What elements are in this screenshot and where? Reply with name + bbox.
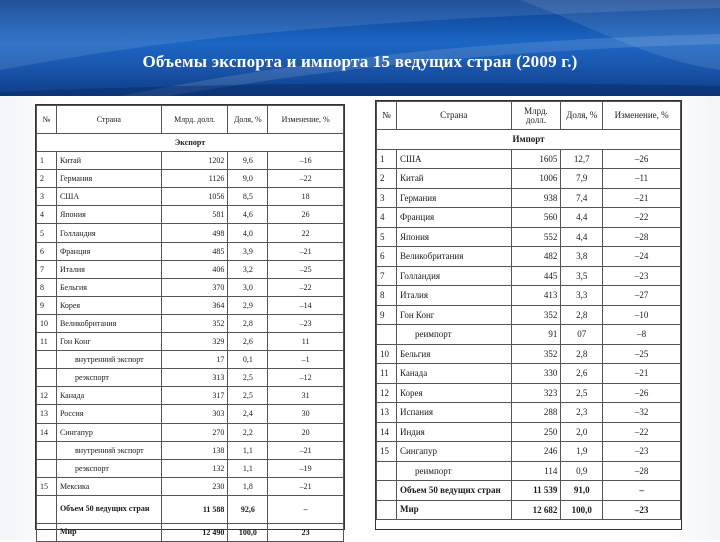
share-cell: 2,4 [228,405,268,423]
column-header: Млрд. долл. [161,106,228,134]
table-row [37,260,344,278]
table-row [377,500,681,520]
share-cell: 2,6 [561,364,603,384]
value-cell: 12 490 [161,523,228,541]
table-row [37,477,344,495]
row-number: 7 [37,260,57,278]
country-name: Корея [396,383,511,403]
country-name: Франция [396,208,511,228]
header-row [37,106,344,134]
value-cell: 1202 [161,152,228,170]
column-header: № [377,102,397,130]
change-cell: – [268,495,344,523]
country-name: Корея [56,296,161,314]
country-name: Мексика [56,477,161,495]
share-cell: 07 [561,325,603,345]
change-cell: –27 [603,286,681,306]
change-cell: –22 [268,170,344,188]
change-cell: – [603,481,681,501]
change-cell: –23 [603,500,681,520]
share-cell: 91,0 [561,481,603,501]
column-header: № [37,106,57,134]
row-number: 2 [377,169,397,189]
share-cell: 4,4 [561,227,603,247]
column-header: Изменение, % [268,106,344,134]
share-cell: 0,1 [228,351,268,369]
change-cell: 20 [268,423,344,441]
value-cell: 364 [161,296,228,314]
row-number: 3 [37,188,57,206]
column-header: Страна [396,102,511,130]
table-row [377,149,681,169]
change-cell: –16 [268,152,344,170]
table-row [37,351,344,369]
table-row [37,278,344,296]
table-row [37,242,344,260]
share-cell: 3,9 [228,242,268,260]
value-cell: 1056 [161,188,228,206]
country-name: Китай [396,169,511,189]
page-title: Объемы экспорта и импорта 15 ведущих стран (2009 г.) [142,52,578,71]
change-cell: –22 [603,208,681,228]
country-name: реимпорт [396,325,511,345]
share-cell: 0,9 [561,461,603,481]
table-row [37,188,344,206]
table-row [37,152,344,170]
value-cell: 485 [161,242,228,260]
share-cell: 3,5 [561,266,603,286]
value-cell: 11 539 [511,481,561,501]
country-name: Франция [56,242,161,260]
share-cell: 2,2 [228,423,268,441]
row-number [37,369,57,387]
share-cell: 2,8 [561,344,603,364]
change-cell: –10 [603,305,681,325]
column-header: Доля, % [228,106,268,134]
row-number: 7 [377,266,397,286]
section-label: Экспорт [37,134,344,152]
row-number: 8 [37,278,57,296]
share-cell: 92,6 [228,495,268,523]
value-cell: 323 [511,383,561,403]
row-number: 10 [37,314,57,332]
row-number: 8 [377,286,397,306]
share-cell: 1,1 [228,441,268,459]
share-cell: 3,8 [561,247,603,267]
share-cell: 1,8 [228,477,268,495]
change-cell: –22 [603,422,681,442]
change-cell: 22 [268,224,344,242]
value-cell: 270 [161,423,228,441]
row-number: 1 [377,149,397,169]
row-number: 15 [37,477,57,495]
value-cell: 329 [161,333,228,351]
value-cell: 560 [511,208,561,228]
value-cell: 370 [161,278,228,296]
table-row [377,481,681,501]
title-banner [0,0,720,96]
change-cell: –28 [603,461,681,481]
country-name: Великобритания [396,247,511,267]
change-cell: –21 [268,441,344,459]
value-cell: 317 [161,387,228,405]
country-name: США [56,188,161,206]
country-name: Россия [56,405,161,423]
value-cell: 445 [511,266,561,286]
import-table [376,101,681,520]
row-number [37,459,57,477]
row-number [377,500,397,520]
table-row [37,495,344,523]
row-number: 4 [37,206,57,224]
change-cell: –22 [268,278,344,296]
value-cell: 230 [161,477,228,495]
country-name: Объем 50 ведущих стран [396,481,511,501]
table-row [377,383,681,403]
row-number [37,523,57,541]
change-cell: –28 [603,227,681,247]
row-number: 14 [377,422,397,442]
country-name: Япония [56,206,161,224]
column-header: Млрд. долл. [511,102,561,130]
country-name: Мир [396,500,511,520]
row-number [37,441,57,459]
share-cell: 4,6 [228,206,268,224]
value-cell: 132 [161,459,228,477]
table-row [37,387,344,405]
table-row [377,169,681,189]
table-row [377,227,681,247]
share-cell: 7,9 [561,169,603,189]
row-number: 12 [377,383,397,403]
share-cell: 1,1 [228,459,268,477]
row-number: 6 [37,242,57,260]
value-cell: 288 [511,403,561,423]
row-number: 3 [377,188,397,208]
value-cell: 1126 [161,170,228,188]
change-cell: –26 [603,149,681,169]
value-cell: 352 [161,314,228,332]
row-number [377,481,397,501]
country-name: Гон Конг [56,333,161,351]
value-cell: 413 [511,286,561,306]
value-cell: 1605 [511,149,561,169]
country-name: США [396,149,511,169]
share-cell: 2,5 [561,383,603,403]
row-number [37,495,57,523]
country-name: Мир [56,523,161,541]
table-row [377,305,681,325]
share-cell: 2,3 [561,403,603,423]
change-cell: 31 [268,387,344,405]
share-cell: 2,0 [561,422,603,442]
change-cell: –8 [603,325,681,345]
row-number: 13 [377,403,397,423]
country-name: Испания [396,403,511,423]
change-cell: –21 [603,188,681,208]
table-row [37,459,344,477]
country-name: Канада [396,364,511,384]
value-cell: 17 [161,351,228,369]
row-number: 15 [377,442,397,462]
row-number: 12 [37,387,57,405]
table-row [37,296,344,314]
country-name: Италия [396,286,511,306]
row-number: 5 [377,227,397,247]
table-row [37,369,344,387]
value-cell: 11 588 [161,495,228,523]
country-name: Китай [56,152,161,170]
table-row [37,441,344,459]
table-row [377,208,681,228]
row-number [377,461,397,481]
table-row [377,461,681,481]
section-row [37,134,344,152]
export-panel [35,104,345,537]
change-cell: –32 [603,403,681,423]
value-cell: 91 [511,325,561,345]
table-row [377,403,681,423]
change-cell: –23 [268,314,344,332]
change-cell: 23 [268,523,344,541]
country-name: внутренний экспорт [56,441,161,459]
change-cell: –19 [268,459,344,477]
column-header: Страна [56,106,161,134]
value-cell: 938 [511,188,561,208]
change-cell: –1 [268,351,344,369]
share-cell: 3,3 [561,286,603,306]
change-cell: –14 [268,296,344,314]
value-cell: 1006 [511,169,561,189]
share-cell: 2,5 [228,369,268,387]
country-name: Гон Конг [396,305,511,325]
table-row [37,206,344,224]
row-number: 5 [37,224,57,242]
banner-swoosh-decoration [0,0,720,96]
table-row [377,286,681,306]
country-name: Бельгия [396,344,511,364]
country-name: Голландия [56,224,161,242]
share-cell: 9,0 [228,170,268,188]
share-cell: 2,6 [228,333,268,351]
change-cell: –23 [603,266,681,286]
row-number: 2 [37,170,57,188]
header-row [377,102,681,130]
country-name: реэкспорт [56,369,161,387]
row-number: 6 [377,247,397,267]
share-cell: 100,0 [561,500,603,520]
import-panel [375,100,682,530]
row-number: 9 [37,296,57,314]
value-cell: 552 [511,227,561,247]
country-name: реимпорт [396,461,511,481]
share-cell: 4,4 [561,208,603,228]
row-number: 13 [37,405,57,423]
country-name: Япония [396,227,511,247]
change-cell: –11 [603,169,681,189]
country-name: Сингапур [56,423,161,441]
table-row [377,422,681,442]
row-number: 9 [377,305,397,325]
country-name: Великобритания [56,314,161,332]
change-cell: –21 [268,242,344,260]
country-name: Германия [56,170,161,188]
table-row [37,423,344,441]
row-number [377,325,397,345]
table-row [37,333,344,351]
section-label: Импорт [377,130,681,150]
change-cell: 26 [268,206,344,224]
share-cell: 2,8 [561,305,603,325]
table-row [37,523,344,541]
value-cell: 12 682 [511,500,561,520]
value-cell: 581 [161,206,228,224]
value-cell: 352 [511,305,561,325]
row-number [37,351,57,369]
row-number: 10 [377,344,397,364]
table-row [37,314,344,332]
change-cell: 30 [268,405,344,423]
share-cell: 1,9 [561,442,603,462]
country-name: Бельгия [56,278,161,296]
table-row [37,224,344,242]
value-cell: 330 [511,364,561,384]
table-row [377,188,681,208]
share-cell: 3,0 [228,278,268,296]
share-cell: 7,4 [561,188,603,208]
table-row [377,325,681,345]
table-row [377,442,681,462]
value-cell: 114 [511,461,561,481]
country-name: реэкспорт [56,459,161,477]
table-row [37,170,344,188]
share-cell: 2,8 [228,314,268,332]
change-cell: 11 [268,333,344,351]
table-row [377,266,681,286]
country-name: Италия [56,260,161,278]
value-cell: 406 [161,260,228,278]
country-name: Голландия [396,266,511,286]
share-cell: 3,2 [228,260,268,278]
row-number: 4 [377,208,397,228]
country-name: Канада [56,387,161,405]
value-cell: 498 [161,224,228,242]
country-name: Германия [396,188,511,208]
change-cell: 18 [268,188,344,206]
column-header: Изменение, % [603,102,681,130]
section-row [377,130,681,150]
change-cell: –25 [268,260,344,278]
row-number: 14 [37,423,57,441]
table-row [377,364,681,384]
table-row [37,405,344,423]
share-cell: 9,6 [228,152,268,170]
share-cell: 12,7 [561,149,603,169]
share-cell: 2,5 [228,387,268,405]
export-table [36,105,344,542]
value-cell: 250 [511,422,561,442]
change-cell: –21 [603,364,681,384]
table-row [377,344,681,364]
change-cell: –25 [603,344,681,364]
country-name: Индия [396,422,511,442]
row-number: 11 [37,333,57,351]
share-cell: 100,0 [228,523,268,541]
row-number: 1 [37,152,57,170]
change-cell: –26 [603,383,681,403]
change-cell: –24 [603,247,681,267]
table-row [377,247,681,267]
country-name: Сингапур [396,442,511,462]
value-cell: 313 [161,369,228,387]
share-cell: 2,9 [228,296,268,314]
value-cell: 482 [511,247,561,267]
row-number: 11 [377,364,397,384]
share-cell: 4,0 [228,224,268,242]
country-name: внутренний экспорт [56,351,161,369]
value-cell: 303 [161,405,228,423]
change-cell: –21 [268,477,344,495]
column-header: Доля, % [561,102,603,130]
change-cell: –23 [603,442,681,462]
country-name: Объем 50 ведущих стран [56,495,161,523]
value-cell: 352 [511,344,561,364]
change-cell: –12 [268,369,344,387]
share-cell: 8,5 [228,188,268,206]
value-cell: 138 [161,441,228,459]
value-cell: 246 [511,442,561,462]
